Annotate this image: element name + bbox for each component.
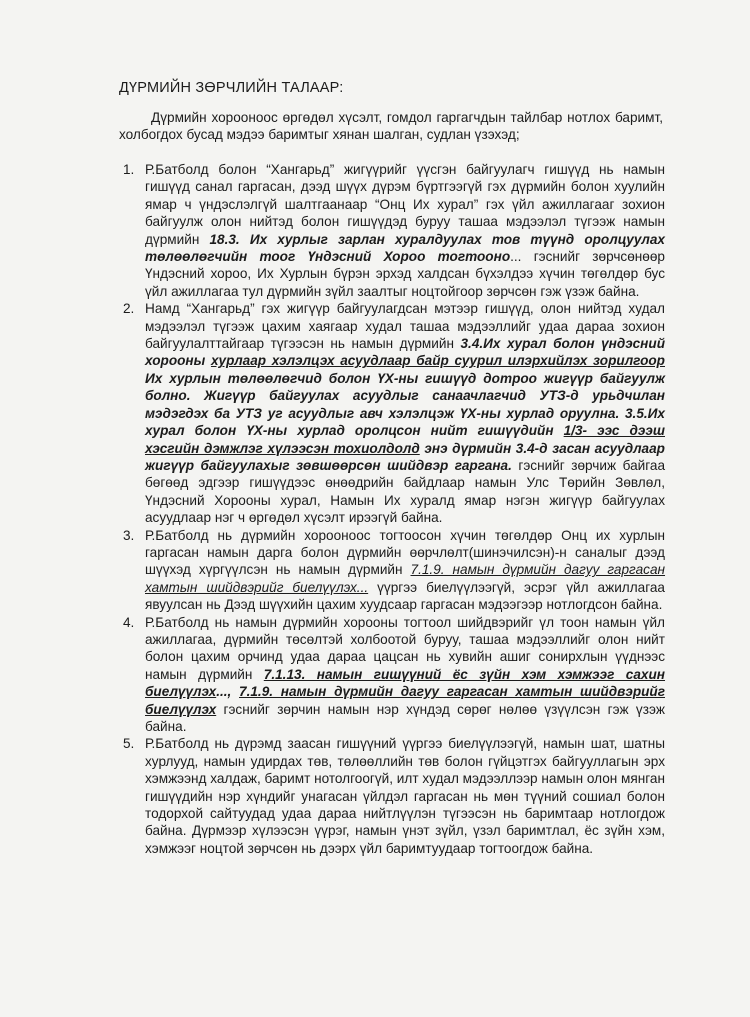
item-text: ... гэснийг зөрчсөнөөр Үндэсний хороо, Их Хурлын бүрэн эрхэд халдсан бүхэлдээ хүчин төгөлдөр бус үйл ажиллагаа тул дүрмийн зүйл заалтыг ноцтойгоор зөрчсөн гэж үзэж байна. [145, 249, 665, 299]
rule-quote-underlined: 7.1.9. намын дүрмийн дагуу гаргасан хамтын шийдвэрийг биелүүлэх... [145, 562, 666, 595]
violations-list [119, 161, 665, 857]
list-item [119, 300, 665, 526]
list-item [119, 614, 665, 736]
list-item [119, 735, 665, 857]
item-text: Р.Батболд нь дүрмийн хорооноос тогтоосон хүчин төгөлдөр Онц их хурлын гаргасан намын дарга болон дүрмийн өөрчлөлт(шинэчилсэн)-н саналыг дээд шүүхэд хүргүүлсэн нь намын дүрмийн [145, 527, 665, 578]
item-number: 4. [123, 614, 135, 630]
item-number: 1. [123, 162, 135, 177]
item-text: гэснийг зөрчин намын нэр хүндэд сөрөг нөлөө үзүүлсэн гэж үзэж байна. [145, 701, 665, 734]
list-item [119, 161, 665, 300]
section-heading: ДҮРМИЙН ЗӨРЧЛИЙН ТАЛААР: [119, 80, 344, 96]
item-number: 2. [123, 301, 135, 317]
item-text: Р.Батболд нь дүрэмд заасан гишүүний үүргээ биелүүлээгүй, намын шат, шатны хурлууд, намын удирдах төв, төлөөллийн төв болон гүйцэтгэх байгууллагын эрх хэмжээнд халдаж, баримт нотолгоогүй, илт худал мэдээллээр намын олон мянган гишүүдийн нэр хүндийг унагасан үйлдэл гаргасан нь мөн түүний сошиал болон тодорхой сайтуудад удаа дараа нийтлүүлэн түгээсэн нь баримтаар нотлогдож байна. Дүрмээр хүлээсэн үүрэг, намын үнэт зүйл, үзэл баримтлал, ёс зүйн хэм, хэмжээг ноцтой зөрчсөн нь дээрх үйл баримтуудаар тогтоогдож байна. [145, 736, 665, 856]
list-item [119, 527, 665, 614]
rule-quote: 3.4.Их хурал болон үндэсний хорооны [145, 336, 665, 369]
rule-quote-underlined: 7.1.9. намын дүрмийн дагуу гаргасан хамтын шийдвэрийг биелүүлэх [145, 684, 665, 717]
rule-quote: энэ дүрмийн 3.4-д засан асуудлаар жигүүр байгуулахыг зөвшөөрсөн шийдвэр гаргана. [145, 440, 665, 473]
rule-quote: ..., [216, 684, 240, 700]
intro-text: Дүрмийн хорооноос өргөдөл хүсэлт, гомдол гаргагчдын тайлбар нотлох баримт, холбогдох бусад мэдээ баримтыг хянан шалган, судлан үзэхэд; [119, 110, 663, 143]
rule-quote-underlined: хурлаар хэлэлцэх асуудлаар байр суурил илэрхийлэх зорилгоор [210, 353, 665, 369]
rule-quote: 18.3. Их хурлыг зарлан хуралдуулах тов түүнд оролцуулах төлөөлөгчийн тоог Үндэсний Хороо тогтооно [145, 231, 665, 265]
intro-paragraph [119, 109, 663, 144]
item-text: Намд “Хангарьд” гэх жигүүр байгуулагдсан мэтээр гишүүд, олон нийтэд худал мэдээлэл түгээж цахим хаягаар худал ташаа мэдээллийг удаа дараа зохион байгуулалттайгаар түгээсэн нь намын дүрмийн [145, 301, 665, 352]
rule-quote-underlined: 1/3- ээс дээш хэсгийн дэмжлэг хүлээсэн тохиолдолд [145, 423, 665, 456]
item-number: 3. [123, 527, 135, 543]
item-text: Р.Батболд болон “Хангарьд” жигүүрийг үүсгэн байгуулагч гишүүд нь намын гишүүд санал гаргасан, дээд шүүх дүрэм бүртгээгүй гэх дүрмийн болон хуулийн ямар ч үндэслэлгүй шалтгаанаар “Онц Их хурал” гэх үйл ажиллагааг зохион байгуулж олон нийтэд болон гишүүдэд буруу ташаа мэдээлэл түгээж намын дүрмийн [145, 162, 665, 247]
item-text: Р.Батболд нь намын дүрмийн хорооны тогтоол шийдвэрийг үл тоон намын үйл ажиллагаа, дүрмийн төсөлтэй холбоотой буруу, ташаа мэдээллийг олон нийт болон цахим орчинд удаа дараа цацсан нь хувийн ашиг сонирхлын үүднээс намын дүрмийн [145, 614, 665, 682]
item-number: 5. [123, 736, 135, 752]
rule-quote-underlined: 7.1.13. намын гишүүний ёс зүйн хэм хэмжээг сахин биелүүлэх [145, 666, 666, 700]
item-text: үүргээ биелүүлээгүй, эсрэг үйл ажиллагаа явуулсан нь Дээд шүүхийн цахим хуудсаар гаргасан мэдээгээр нотлогдсон байна. [145, 579, 665, 613]
rule-quote: Их хурлын төлөөлөгчид болон ҮХ-ны гишүүд дотроо жигүүр байгуулж болно. Жигүүр байгуулах асуудлыг санаачлагчид УТЗ-д урьдчилан мэдэгдэх ба УТЗ уг асуудлыг авч хэлэлцэж ҮХ-ны хурлад оруулна. 3.5.Их хурал болон ҮХ-ны хурлад оролцсон нийт гишүүдийн [145, 370, 665, 439]
item-text: гэснийг зөрчиж байгаа бөгөөд эдгээр гишүүдээс өнөөдрийн байдлаар намын Улс Төрийн Зөвлөл, Үндэсний Хорооны хурал, Намын Их хуралд ямар нэгэн жигүүр байгуулах асуудлаар нэг ч өргөдөл хүсэлт ирээгүй байна. [145, 457, 665, 526]
